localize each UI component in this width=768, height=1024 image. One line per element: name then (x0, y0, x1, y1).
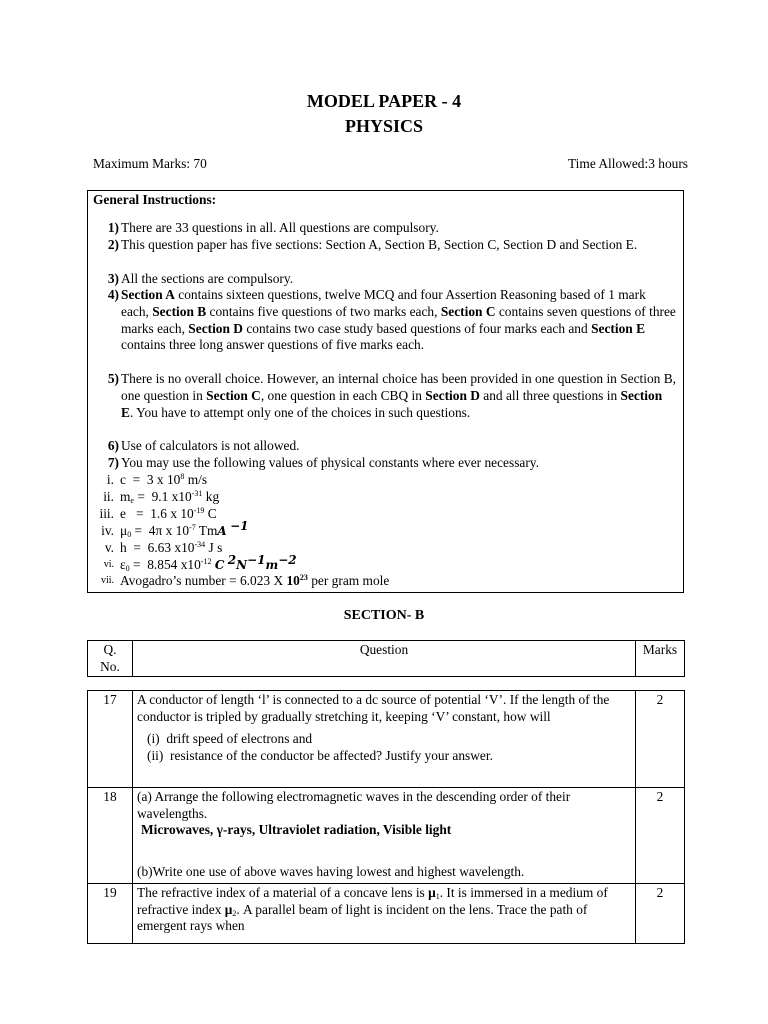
question-wave-list: Microwaves, γ-rays, Ultraviolet radiation, Visible light (141, 822, 452, 837)
constant-value: $\varepsilon_0 = 8.854$ $x10^{-12}$ C $^2N^{-1}m^{-2}$ (120, 553, 297, 573)
question-table-header (87, 640, 685, 677)
question-number: 18 (88, 788, 133, 884)
instruction-number: 2) (107, 237, 119, 252)
col-marks-header: Marks (636, 641, 685, 677)
table-row (88, 884, 685, 944)
constant-roman: vii. (100, 575, 114, 586)
instruction-item (101, 287, 676, 354)
col-qno-header: Q. No. (88, 641, 133, 677)
question-marks: 2 (636, 788, 685, 884)
question-table (87, 690, 685, 944)
instruction-text: This question paper has five sections: Section A, Section B, Section C, Section D and Section E. (121, 237, 638, 252)
question-text (133, 884, 636, 944)
constant-roman: i. (106, 472, 114, 487)
constant-row (88, 553, 297, 573)
instruction-text: You may use the following values of physical constants where ever necessary. (121, 455, 539, 470)
question-body: The refractive index of a material of a concave lens is $\mu_1$. It is immersed in a medium of refractive index $\mu_2$. A parallel beam of light is incident on the lens. Trace the path of emergent rays when (137, 885, 608, 933)
constant-value: c = 3 x $10^8$ m/s (120, 472, 208, 487)
instruction-number: 4) (107, 287, 119, 302)
constant-row (88, 519, 249, 539)
constant-roman: ii. (103, 489, 114, 504)
question-text (133, 691, 636, 788)
constant-value: e = 1.6 x $10^{-19}$ C (120, 506, 217, 521)
question-body: A conductor of length ‘l’ is connected to a dc source of potential ‘V’. If the length of the conductor is tripled by gradually stretching it, keeping ‘V’ constant, how will (137, 692, 610, 724)
instruction-item (101, 371, 676, 421)
constant-value: h = 6.63 $x10^{-34}$ J s (120, 540, 223, 555)
instruction-item (101, 220, 676, 237)
instruction-number: 5) (107, 371, 119, 386)
instruction-item (101, 455, 676, 472)
constant-value: Avogadro’s number = 6.023 X $10^{23}$ per gram mole (120, 573, 390, 588)
col-question-header: Question (133, 641, 636, 677)
constant-row (88, 489, 219, 505)
table-row (88, 691, 685, 788)
instruction-item (101, 237, 676, 254)
section-b-title: SECTION- B (343, 608, 425, 623)
instruction-item (101, 438, 676, 455)
maximum-marks: Maximum Marks: 70 (93, 156, 207, 171)
general-instructions-heading: General Instructions: (93, 192, 217, 207)
instruction-text: Use of calculators is not allowed. (121, 438, 300, 453)
instruction-text: Section A contains sixteen questions, twelve MCQ and four Assertion Reasoning based of 1 mark each, Section B contains five questions of two marks each, Section C contains seven questions of three marks each, Section D contains two case study based questions of four marks each and Section E contains three long answer questions of five marks each. (121, 287, 676, 353)
question-part: (i) drift speed of electrons and (147, 731, 313, 746)
question-marks: 2 (636, 691, 685, 788)
question-body: (a) Arrange the following electromagnetic waves in the descending order of their wavelengths. (137, 789, 571, 821)
paper-title: MODEL PAPER - 4 (306, 91, 462, 111)
question-parts (137, 731, 631, 764)
constant-value: $\mu_0 = 4\pi$ x $10^{-7}$ TmA $^{-1}$ (120, 519, 249, 539)
instruction-number: 3) (107, 271, 119, 286)
constant-roman: vi. (103, 559, 114, 570)
instruction-number: 7) (107, 455, 119, 470)
constant-row (88, 540, 222, 556)
instruction-number: 1) (107, 220, 119, 235)
instruction-number: 6) (107, 438, 119, 453)
constant-row (88, 506, 217, 522)
constant-roman: iv. (101, 523, 114, 538)
question-part: (ii) resistance of the conductor be affected? Justify your answer. (147, 747, 493, 763)
constant-roman: iii. (99, 506, 114, 521)
question-marks: 2 (636, 884, 685, 944)
question-part: (b)Write one use of above waves having lowest and highest wavelength. (137, 863, 525, 879)
question-number: 19 (88, 884, 133, 944)
question-number: 17 (88, 691, 133, 788)
instruction-text: All the sections are compulsory. (121, 271, 294, 286)
paper-subject: PHYSICS (344, 116, 424, 136)
constant-row (88, 472, 207, 488)
instruction-text: There are 33 questions in all. All questions are compulsory. (121, 220, 439, 235)
constant-value: $m_e = 9.1$ $x10^{-31}$ kg (120, 489, 220, 505)
question-text (133, 788, 636, 884)
time-allowed: Time Allowed:3 hours (567, 156, 688, 171)
constant-row (88, 573, 389, 589)
instruction-item (101, 271, 676, 288)
instruction-text: There is no overall choice. However, an internal choice has been provided in one question in Section B, one question in Section C, one question in each CBQ in Section D and all three questions in Section E. You have to attempt only one of the choices in such questions. (121, 371, 676, 420)
constant-roman: v. (104, 540, 114, 555)
table-row (88, 788, 685, 884)
